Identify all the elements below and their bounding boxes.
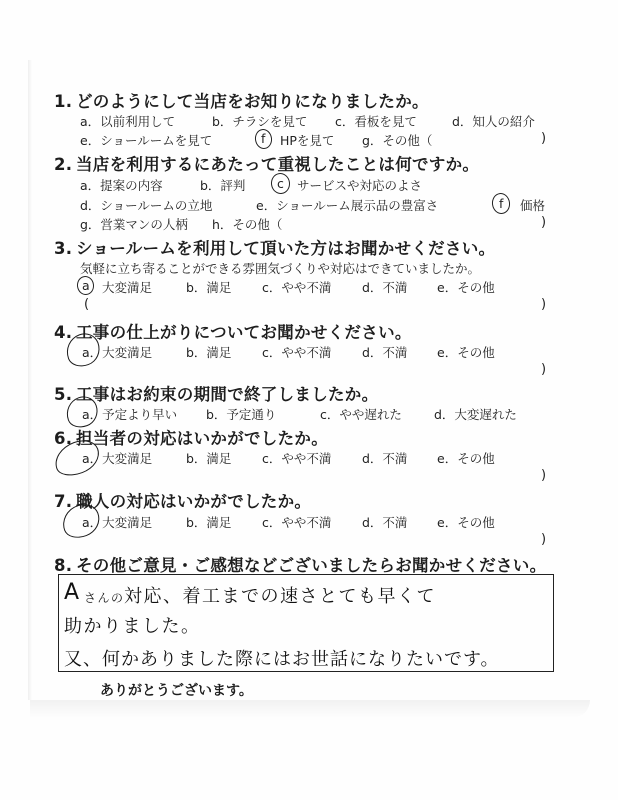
question-text: ショールームを利用して頂いた方はお聞かせください。 xyxy=(76,239,496,258)
q5-option-b[interactable]: b．予定通り xyxy=(206,407,277,422)
q5-option-a[interactable]: a．予定より早い xyxy=(82,407,178,422)
q3-option-c[interactable]: c．やや不満 xyxy=(262,280,332,295)
q6-option-e[interactable]: e．その他 xyxy=(437,451,495,466)
q2-option-g[interactable]: g．営業マンの人柄 xyxy=(80,217,188,232)
question-text: 工事はお約束の期間で終了しましたか。 xyxy=(76,385,379,404)
q2-option-c-letter[interactable]: c xyxy=(277,176,284,191)
q5-option-d[interactable]: d．大変遅れた xyxy=(434,407,517,422)
open-paren: ( xyxy=(84,297,90,312)
close-paren: ) xyxy=(541,362,547,377)
q3-option-a-label[interactable]: 大変満足 xyxy=(102,280,153,295)
question-2 xyxy=(54,151,479,175)
q4-option-a[interactable]: a．大変満足 xyxy=(82,345,153,360)
q2-option-c-label[interactable]: サービスや対応のよさ xyxy=(297,178,423,193)
q1-option-d[interactable]: d．知人の紹介 xyxy=(452,114,535,129)
question-number: 8. xyxy=(54,556,73,575)
close-paren: ) xyxy=(541,215,547,230)
q6-option-c[interactable]: c．やや不満 xyxy=(262,451,332,466)
question-4 xyxy=(54,319,412,343)
question-8 xyxy=(54,552,546,576)
q1-option-c[interactable]: c．看板を見て xyxy=(335,114,417,129)
handwritten-comment-line2: 助かりました。 xyxy=(64,616,201,637)
question-number: 1. xyxy=(54,92,73,111)
question-number: 5. xyxy=(54,385,73,404)
close-paren: ) xyxy=(541,468,547,483)
q5-option-c[interactable]: c．やや遅れた xyxy=(320,407,402,422)
question-number: 4. xyxy=(54,323,73,342)
question-number: 6. xyxy=(54,429,73,448)
q1-option-e[interactable]: e．ショールームを見て xyxy=(80,133,213,148)
question-3 xyxy=(54,235,495,259)
q3-option-a-letter[interactable]: a xyxy=(82,278,90,293)
handwritten-honorific: さんの xyxy=(84,591,125,605)
paper-edge-shadow xyxy=(28,60,32,700)
q3-subtext: 気軽に立ち寄ることができる雰囲気づくりや対応はできていましたか。 xyxy=(80,261,481,276)
q2-option-h[interactable]: h．その他（ xyxy=(212,217,283,232)
q3-option-b[interactable]: b．満足 xyxy=(186,280,232,295)
q7-option-a[interactable]: a．大変満足 xyxy=(82,515,153,530)
q7-option-b[interactable]: b．満足 xyxy=(186,515,232,530)
q1-option-b[interactable]: b．チラシを見て xyxy=(212,114,308,129)
selection-circle xyxy=(76,275,95,296)
close-paren: ) xyxy=(541,532,547,547)
q7-option-c[interactable]: c．やや不満 xyxy=(262,515,332,530)
question-number: 2. xyxy=(54,155,73,174)
handwritten-comment-line3: 又、何かありました際にはお世話になりたいです。 xyxy=(64,649,500,670)
q1-option-f-label[interactable]: HPを見て xyxy=(280,133,335,148)
question-text: 職人の対応はいかがでしたか。 xyxy=(76,492,312,511)
q2-option-d[interactable]: d．ショールームの立地 xyxy=(80,198,213,213)
q7-option-e[interactable]: e．その他 xyxy=(437,515,495,530)
handwritten-comment-line1: 対応、着工までの速さとても早くて xyxy=(124,586,436,607)
selection-circle xyxy=(491,192,512,215)
question-text: 工事の仕上がりについてお聞かせください。 xyxy=(76,323,412,342)
q4-option-b[interactable]: b．満足 xyxy=(186,345,232,360)
q2-option-e[interactable]: e．ショールーム展示品の豊富さ xyxy=(256,198,439,213)
question-text: 当店を利用するにあたって重視したことは何ですか。 xyxy=(76,155,480,174)
question-5 xyxy=(54,381,378,405)
q2-option-b[interactable]: b．評判 xyxy=(200,178,246,193)
question-text: どのようにして当店をお知りになりましたか。 xyxy=(76,92,429,111)
q6-option-b[interactable]: b．満足 xyxy=(186,451,232,466)
closing-text: ありがとうございます。 xyxy=(100,683,253,699)
q2-option-f-letter[interactable]: f xyxy=(499,196,504,211)
question-text: その他ご意見・ご感想などございましたらお聞かせください。 xyxy=(76,556,547,575)
question-number: 7. xyxy=(54,492,73,511)
q4-option-c[interactable]: c．やや不満 xyxy=(262,345,332,360)
close-paren: ) xyxy=(541,297,547,312)
q3-option-e[interactable]: e．その他 xyxy=(437,280,495,295)
q1-option-g[interactable]: g．その他（ xyxy=(362,133,433,148)
q2-option-f-label[interactable]: 価格 xyxy=(520,198,546,213)
question-1 xyxy=(54,88,429,112)
question-number: 3. xyxy=(54,239,73,258)
handwritten-initial: A xyxy=(64,580,81,605)
question-text: 担当者の対応はいかがでしたか。 xyxy=(76,429,328,448)
selection-circle xyxy=(254,128,274,150)
q6-option-a[interactable]: a．大変満足 xyxy=(82,451,153,466)
q2-option-a[interactable]: a．提案の内容 xyxy=(80,178,163,193)
q4-option-e[interactable]: e．その他 xyxy=(437,345,495,360)
selection-circle xyxy=(270,172,292,195)
q6-option-d[interactable]: d．不満 xyxy=(362,451,408,466)
q1-option-a[interactable]: a．以前利用して xyxy=(80,114,176,129)
paper-bottom-shadow xyxy=(30,700,590,718)
q7-option-d[interactable]: d．不満 xyxy=(362,515,408,530)
close-paren: ) xyxy=(541,131,547,146)
q1-option-f-letter[interactable]: f xyxy=(261,131,266,146)
q3-option-d[interactable]: d．不満 xyxy=(362,280,408,295)
q4-option-d[interactable]: d．不満 xyxy=(362,345,408,360)
